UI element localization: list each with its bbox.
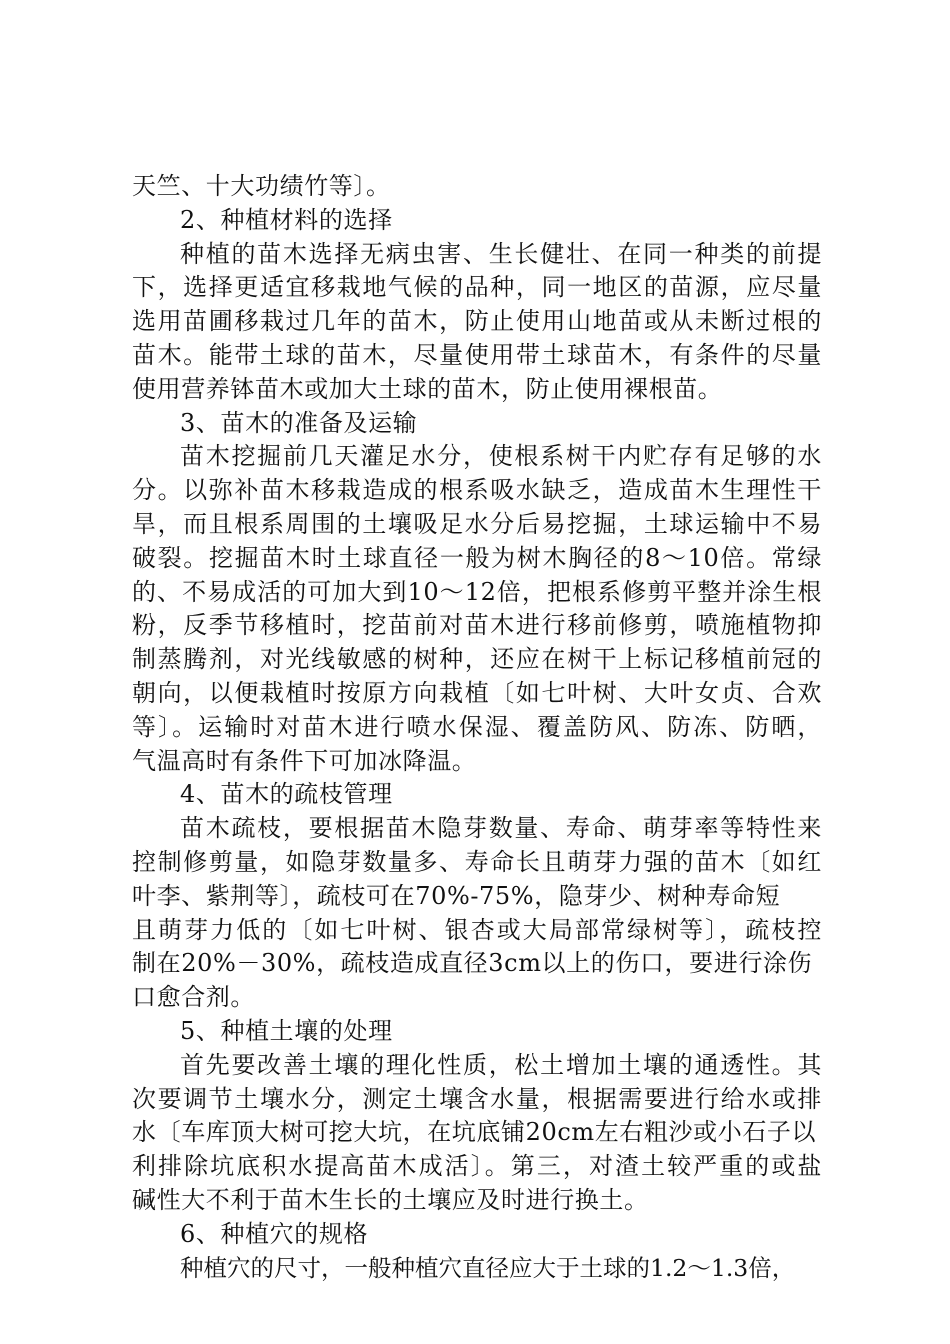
- text-line: 下，选择更适宜移栽地气候的品种，同一地区的苗源，应尽量: [132, 273, 822, 302]
- text-line: 苗木。能带土球的苗木，尽量使用带土球苗木，有条件的尽量: [132, 340, 822, 369]
- text-line: 的、不易成活的可加大到10～12倍，把根系修剪平整并涂生根: [132, 577, 822, 606]
- text-line: 种植穴的尺寸，一般种植穴直径应大于土球的1.2～1.3倍，: [180, 1253, 796, 1282]
- document-body: [132, 170, 822, 1285]
- text-line: 制在20%－30%，疏枝造成直径3cm以上的伤口，要进行涂伤: [132, 949, 813, 978]
- text-line: 破裂。挖掘苗木时土球直径一般为树木胸径的8～10倍。常绿: [132, 543, 822, 572]
- text-line: 气温高时有条件下可加冰降温。: [132, 746, 477, 775]
- text-line: 口愈合剂。: [132, 983, 255, 1012]
- text-line: 控制修剪量，如隐芽数量多、寿命长且萌芽力强的苗木〔如红: [132, 847, 822, 876]
- text-line: 分。以弥补苗木移栽造成的根系吸水缺乏，造成苗木生理性干: [132, 476, 822, 505]
- text-line: 次要调节土壤水分，测定土壤含水量，根据需要进行给水或排: [132, 1084, 822, 1113]
- text-line: 首先要改善土壤的理化性质，松土增加土壤的通透性。其: [180, 1050, 822, 1079]
- text-line: 苗木疏枝，要根据苗木隐芽数量、寿命、萌芽率等特性来: [180, 814, 822, 843]
- text-line: 利排除坑底积水提高苗木成活〕。第三，对渣土较严重的或盐: [132, 1152, 822, 1181]
- section-heading: 6、种植穴的规格: [180, 1219, 369, 1248]
- section-heading: 4、苗木的疏枝管理: [180, 780, 393, 809]
- section-heading: 3、苗木的准备及运输: [180, 408, 418, 437]
- text-line: 叶李、紫荆等〕，疏枝可在70%-75%，隐芽少、树种寿命短: [132, 881, 781, 910]
- text-line: 天竺、十大功绩竹等〕。: [132, 172, 391, 200]
- text-line: 粉，反季节移植时，挖苗前对苗木进行移前修剪，喷施植物抑: [132, 611, 822, 640]
- text-line: 种植的苗木选择无病虫害、生长健壮、在同一种类的前提: [180, 239, 822, 268]
- text-line: 水〔车库顶大树可挖大坑，在坑底铺20cm左右粗沙或小石子以: [132, 1118, 817, 1147]
- text-line: 旱，而且根系周围的土壤吸足水分后易挖掘，土球运输中不易: [132, 509, 822, 538]
- text-line: 选用苗圃移栽过几年的苗木，防止使用山地苗或从未断过根的: [132, 307, 822, 336]
- section-heading: 5、种植土壤的处理: [180, 1016, 393, 1045]
- section-heading: 2、种植材料的选择: [180, 205, 393, 234]
- text-line: 朝向，以便栽植时按原方向栽植〔如七叶树、大叶女贞、合欢: [132, 678, 822, 707]
- text-line: 制蒸腾剂，对光线敏感的树种，还应在树干上标记移植前冠的: [132, 645, 822, 674]
- text-line: 碱性大不利于苗木生长的土壤应及时进行换土。: [132, 1185, 649, 1214]
- text-line: 苗木挖掘前几天灌足水分，使根系树干内贮存有足够的水: [180, 442, 822, 471]
- text-line: 且萌芽力低的〔如七叶树、银杏或大局部常绿树等〕，疏枝控: [132, 915, 822, 944]
- text-line: 等〕。运输时对苗木进行喷水保湿、覆盖防风、防冻、防晒，: [132, 712, 822, 741]
- text-line: 使用营养钵苗木或加大土球的苗木，防止使用裸根苗。: [132, 374, 723, 403]
